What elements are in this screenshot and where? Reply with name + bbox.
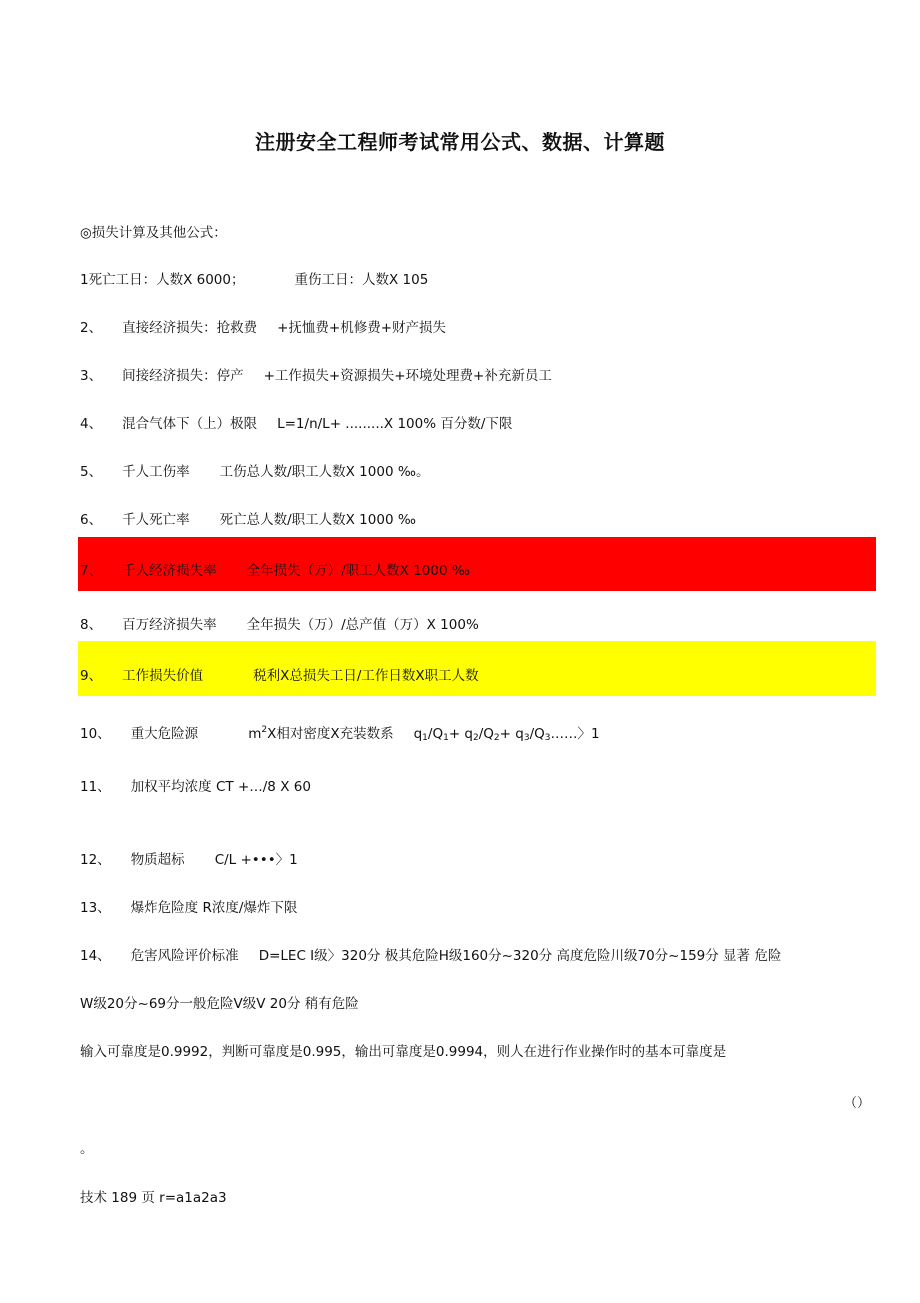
- item-label: 危害风险评价标准: [130, 948, 239, 964]
- formula-item-9: [80, 667, 479, 685]
- formula-item-6: [80, 511, 416, 529]
- item-formula: +工作损失+资源损失+环境处理费+补充新员工: [263, 368, 552, 384]
- item-number: 8、: [80, 617, 103, 633]
- item-number: 13、: [80, 900, 111, 916]
- Q-symbol: /Q: [478, 726, 494, 742]
- item-label: 物质超标: [130, 852, 185, 868]
- item-number: 10、: [80, 726, 111, 742]
- formula-item-14: [80, 947, 781, 965]
- item-formula: 全年损失（万）/总产值（万）X 100%: [246, 617, 479, 633]
- item-number: 4、: [80, 416, 103, 432]
- formula-item-7: [80, 562, 470, 580]
- Q-symbol: /Q: [529, 726, 545, 742]
- mass-symbol: m: [248, 726, 262, 742]
- item-label: 加权平均浓度: [130, 779, 212, 795]
- subscript: 3: [544, 733, 551, 743]
- item-formula: 工伤总人数/职工人数X 1000 ‰。: [219, 464, 430, 480]
- formula-item-14-continued: W级20分~69分一般危险V级V 20分 稍有危险: [80, 996, 359, 1012]
- formula-item-2: [80, 319, 446, 337]
- item-formula: CT +…/8 X 60: [215, 779, 311, 795]
- item-label: 千人经济损失率: [122, 563, 217, 579]
- formula-item-10: [80, 721, 600, 747]
- item-label: 间接经济损失：停产: [122, 368, 244, 384]
- Q-symbol: /Q: [427, 726, 444, 742]
- item-number: 5、: [80, 464, 103, 480]
- item-label: 千人工伤率: [122, 464, 190, 480]
- formula-item-1: [80, 271, 428, 289]
- document-title: 注册安全工程师考试常用公式、数据、计算题: [255, 130, 665, 154]
- item-label: 混合气体下（上）极限: [122, 416, 258, 432]
- item-formula: X相对密度X充装数系: [267, 726, 394, 742]
- answer-parentheses: （）: [844, 1096, 871, 1111]
- item-label: 直接经济损失：抢救费: [122, 320, 258, 336]
- item-number: 9、: [80, 668, 103, 684]
- q-symbol: q: [413, 726, 423, 742]
- question-text: 输入可靠度是0.9992，判断可靠度是0.995，输出可靠度是0.9994，则人在进行作业操作时的基本可靠度是: [80, 1044, 727, 1060]
- item-number: 11、: [80, 779, 111, 795]
- formula-item-8: [80, 616, 479, 634]
- item-number: 3、: [80, 368, 103, 384]
- item-1-death-days: 1死亡工日：人数X 6000；: [80, 272, 245, 288]
- formula-item-12: [80, 851, 298, 869]
- footer-reference: 技术 189 页 r=a1a2a3: [80, 1190, 227, 1206]
- item-number: 2、: [80, 320, 103, 336]
- item-number: 6、: [80, 512, 103, 528]
- subscript: 1: [443, 733, 449, 743]
- formula-item-5: [80, 463, 429, 481]
- formula-tail: ……〉1: [550, 726, 600, 742]
- subscript: 1: [422, 733, 428, 743]
- subscript: 3: [523, 733, 530, 743]
- superscript: 2: [261, 725, 268, 735]
- item-label: 千人死亡率: [122, 512, 190, 528]
- item-formula: +抚恤费+机修费+财产损失: [277, 320, 447, 336]
- item-formula: 全年损失（万）/职工人数X 1000 ‰: [246, 563, 470, 579]
- item-label: 爆炸危险度: [130, 900, 199, 916]
- q-symbol: q: [515, 726, 524, 742]
- formula-item-11: [80, 778, 311, 796]
- subscript: 2: [473, 733, 479, 743]
- item-number: 14、: [80, 948, 111, 964]
- period-mark: 。: [80, 1141, 94, 1157]
- subscript: 2: [493, 733, 500, 743]
- item-number: 7、: [80, 563, 103, 579]
- item-formula: C/L +•••〉1: [214, 852, 298, 868]
- item-label: 百万经济损失率: [122, 617, 217, 633]
- formula-item-4: [80, 415, 512, 433]
- item-label: 重大危险源: [130, 726, 199, 742]
- item-formula: D=LEC I级〉320分 极其危险H级160分~320分 高度危险川级70分~159分 显著 危险: [258, 948, 782, 964]
- item-formula: 税利X总损失工日/工作日数X职工人数: [253, 668, 479, 684]
- section-heading: ◎损失计算及其他公式：: [80, 225, 227, 241]
- item-1-injury-days: 重伤工日：人数X 105: [294, 272, 429, 288]
- item-formula: 死亡总人数/职工人数X 1000 ‰: [219, 512, 416, 528]
- q-symbol: q: [464, 726, 473, 742]
- formula-item-13: [80, 899, 297, 917]
- item-label: 工作损失价值: [122, 668, 204, 684]
- plus-sign: +: [499, 726, 511, 742]
- formula-item-3: [80, 367, 552, 385]
- item-formula: R浓度/爆炸下限: [202, 900, 298, 916]
- item-number: 12、: [80, 852, 111, 868]
- plus-sign: +: [448, 726, 461, 742]
- item-formula: L=1/n/L+ .........X 100% 百分数/下限: [277, 416, 513, 432]
